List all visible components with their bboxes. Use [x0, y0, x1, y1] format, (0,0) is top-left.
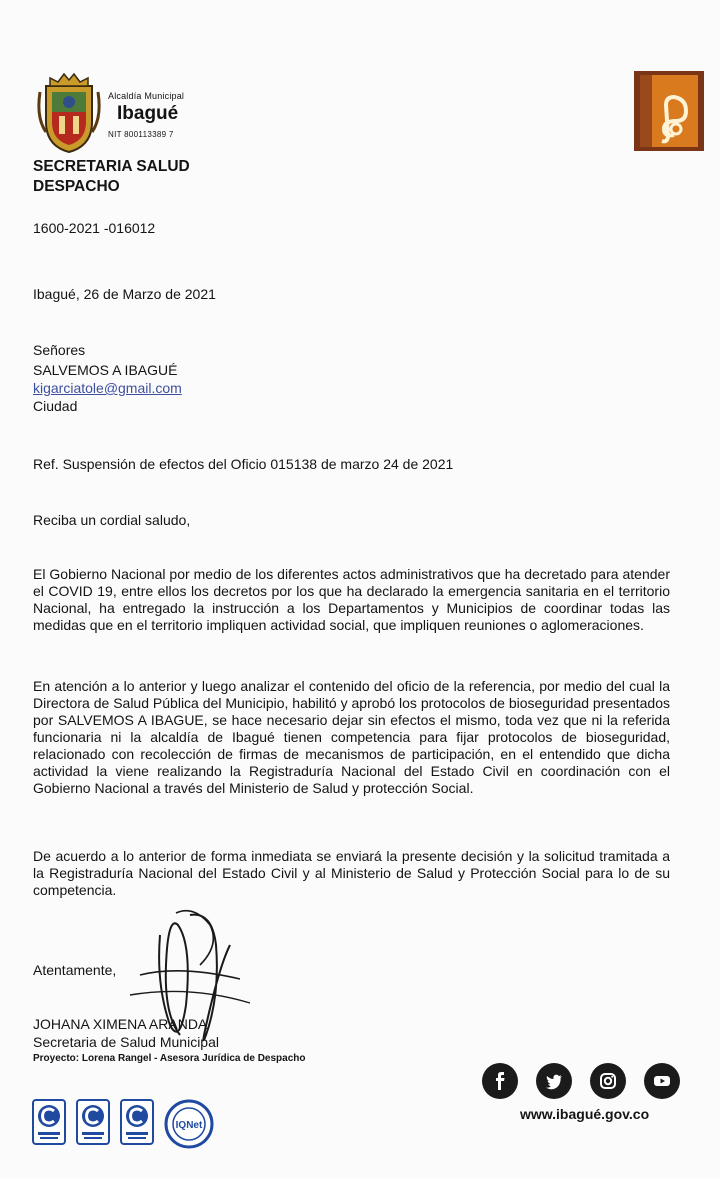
municipal-crest-logo: [36, 72, 102, 154]
office-title: DESPACHO: [33, 178, 120, 195]
instagram-icon[interactable]: [590, 1063, 626, 1099]
recipient-salutation: Señores: [33, 342, 86, 358]
icontec-certification-seal-3: [120, 1099, 154, 1145]
twitter-icon[interactable]: [536, 1063, 572, 1099]
music-city-logo: [634, 71, 704, 151]
handwritten-signature: [120, 905, 260, 1055]
iqnet-certification-seal: [164, 1099, 214, 1149]
body-paragraph-3: De acuerdo a lo anterior de forma inmediata se enviará la presente decisión y la solicitud tramitada a la Registraduría Nacional del Estado Civil y al Ministerio de Salud y Protección Social para lo de su competencia.: [33, 848, 670, 898]
recipient-city: Ciudad: [33, 398, 78, 414]
facebook-icon[interactable]: [482, 1063, 518, 1099]
body-paragraph-2: En atención a lo anterior y luego analizar el contenido del oficio de la referencia, por medio del cual la Directora de Salud Pública del Municipio, habilitó y aprobó los protocolos de bioseguridad presentados por SALVEMOS A IBAGUE, se hace necesario dejar sin efectos el mismo, toda vez que ni la referida funcionaria ni la alcaldía de Ibagué tienen competencia para fijar protocolos de bioseguridad, relacionado con recolección de firmas de mecanismos de participación, en el entendido que dicha actividad la viene realizando la Registraduría Nacional del Estado Civil en coordinación con el Gobierno Nacional a través del Ministerio de Salud y protección Social.: [33, 678, 670, 796]
recipient-name: SALVEMOS A IBAGUÉ: [33, 362, 178, 378]
date-line: Ibagué, 26 de Marzo de 2021: [33, 286, 216, 302]
recipient-email[interactable]: kigarciatole@gmail.com: [33, 380, 182, 396]
greeting: Reciba un cordial saludo,: [33, 512, 191, 528]
youtube-icon[interactable]: [644, 1063, 680, 1099]
iqnet-seal-text: IQNet: [175, 1120, 203, 1131]
body-paragraph-1: El Gobierno Nacional por medio de los diferentes actos administrativos que ha decretado para atender el COVID 19, entre ellos los decretos por los que ha declarado la emergencia sanitaria en el territorio Nacional, ha entregado la instrucción a los Departamentos y Municipios de coordinar todas las medidas que en el territorio impliquen actividad social, que impliquen reuniones o aglomeraciones.: [33, 566, 670, 633]
municipality-nit: NIT 800113389 7: [108, 130, 174, 139]
department-title: SECRETARIA SALUD: [33, 158, 190, 175]
icontec-certification-seal-1: [32, 1099, 66, 1145]
closing: Atentamente,: [33, 962, 117, 978]
municipality-small-label: Alcaldía Municipal: [108, 91, 185, 101]
website-link[interactable]: www.ibagué.gov.co: [520, 1106, 650, 1122]
signer-title: Secretaria de Salud Municipal: [33, 1034, 219, 1050]
reference-number: 1600-2021 -016012: [33, 220, 156, 236]
subject-line: Ref. Suspensión de efectos del Oficio 015138 de marzo 24 de 2021: [33, 456, 454, 472]
project-note: Proyecto: Lorena Rangel - Asesora Jurídica de Despacho: [33, 1053, 306, 1064]
municipality-name: Ibagué: [117, 103, 179, 124]
icontec-certification-seal-2: [76, 1099, 110, 1145]
signer-name: JOHANA XIMENA ARANDA: [33, 1016, 208, 1032]
